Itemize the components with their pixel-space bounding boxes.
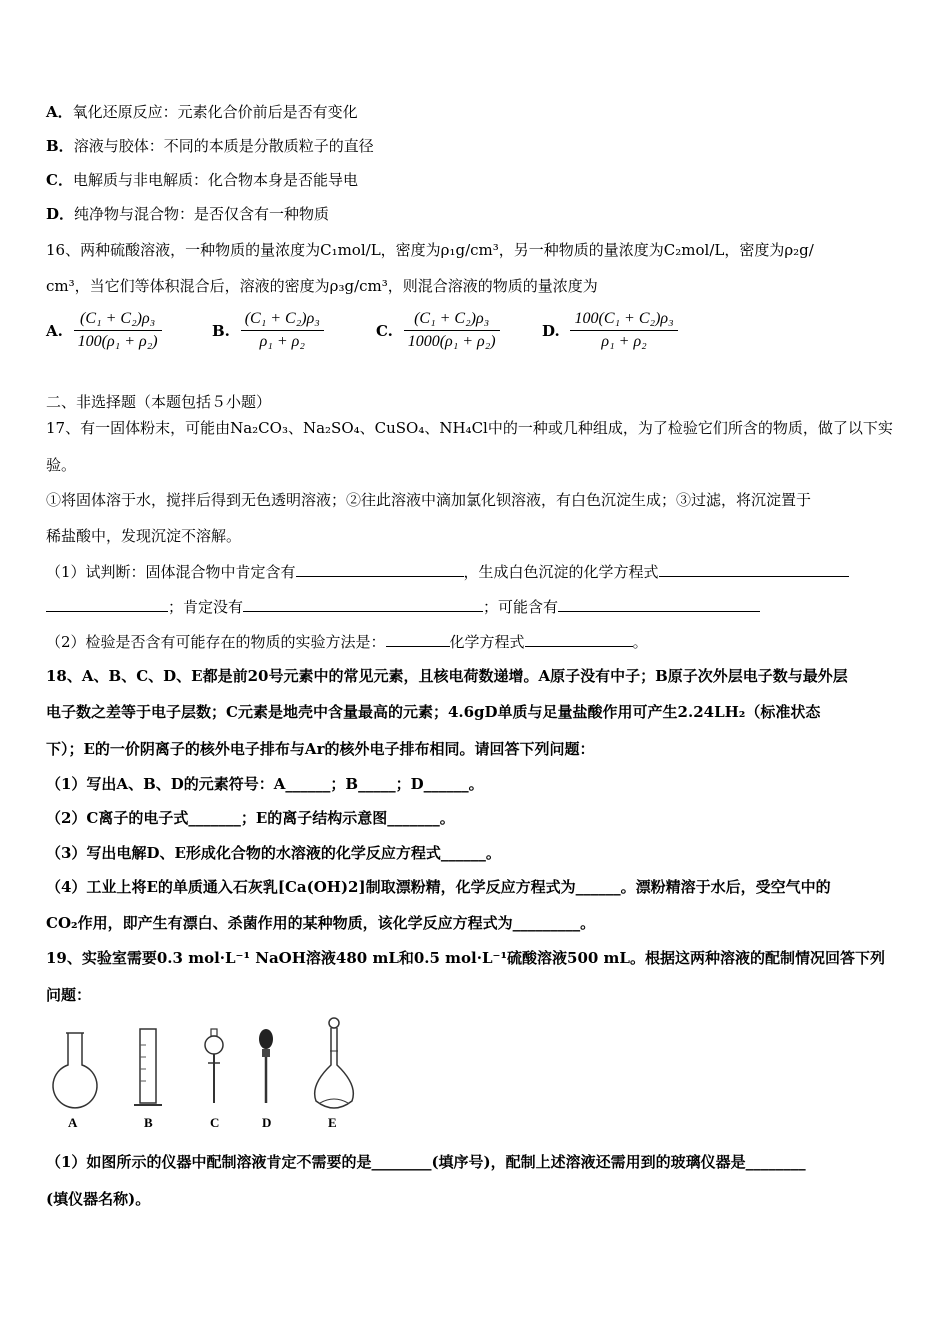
q17-line3: ①将固体溶于水，搅拌后得到无色透明溶液；②往此溶液中滴加氯化钡溶液，有白色沉淀生成；③过滤，将沉淀置于 xyxy=(46,491,812,509)
q18-sub4-cont: CO₂作用，即产生有漂白、杀菌作用的某种物质，该化学反应方程式为_________。 xyxy=(46,914,596,932)
option-b: B．溶液与胶体：不同的本质是分散质粒子的直径 xyxy=(46,137,374,155)
q18-sub4: （4）工业上将E的单质通入石灰乳[Ca(OH)2]制取漂粉精，化学反应方程式为______。漂粉精溶于水后，受空气中的 xyxy=(46,878,831,896)
graduated-cylinder-icon xyxy=(130,1015,170,1115)
q17-line1: 17、有一固体粉末，可能由Na₂CO₃、Na₂SO₄、CuSO₄、NH₄Cl中的一种或几种组成，为了检验它们所含的物质，做了以下实 xyxy=(46,419,893,437)
q16-choice-d: D. $\frac{\text{100(C₁ + C₂)ρ₃}}{\text{ρ₁ + ρ₂}}$ xyxy=(542,310,678,351)
instrument-label-c: C xyxy=(210,1115,220,1130)
q17-line2: 验。 xyxy=(46,456,77,474)
round-flask-icon xyxy=(48,1015,102,1115)
q19-line2: 问题： xyxy=(46,986,92,1004)
q17-line4: 稀盐酸中，发现沉淀不溶解。 xyxy=(46,527,242,545)
q16-choice-c: C. $\frac{\text{(C₁ + C₂)ρ₃}}{\text{1000(ρ₁ + ρ₂)}}$ xyxy=(376,310,500,351)
q16-choice-b: B. $\frac{\text{(C₁ + C₂)ρ₃}}{\text{ρ₁ + ρ₂}}$ xyxy=(212,310,324,351)
q18-sub2: （2）C离子的电子式_______；E的离子结构示意图_______。 xyxy=(46,809,455,827)
q16-choice-a: A. $\frac{\text{(C₁ + C₂)ρ₃}}{\text{100(ρ₁ + ρ₂)}}$ xyxy=(46,310,162,351)
instrument-figure xyxy=(46,1015,366,1135)
q19-line1: 19、实验室需要0.3 mol·L⁻¹ NaOH溶液480 mL和0.5 mol·L⁻¹硫酸溶液500 mL。根据这两种溶液的配制情况回答下列 xyxy=(46,949,885,967)
volumetric-flask-icon xyxy=(304,1015,364,1115)
instrument-label-e: E xyxy=(328,1115,337,1130)
q19-sub1: （1）如图所示的仪器中配制溶液肯定不需要的是________(填序号)，配制上述溶液还需用到的玻璃仪器是________ xyxy=(46,1153,806,1171)
separatory-funnel-icon xyxy=(196,1015,236,1115)
q18-line2: 电子数之差等于电子层数；C元素是地壳中含量最高的元素；4.6gD单质与足量盐酸作用可产生2.24LH₂（标准状态 xyxy=(46,703,821,721)
instrument-label-d: D xyxy=(262,1115,272,1130)
instrument-label-b: B xyxy=(144,1115,153,1130)
q16-line1: 16、两种硫酸溶液，一种物质的量浓度为C₁mol/L，密度为ρ₁g/cm³，另一种物质的量浓度为C₂mol/L，密度为ρ₂g/ xyxy=(46,241,814,259)
instrument-label-a: A xyxy=(68,1115,78,1130)
q18-sub1: （1）写出A、B、D的元素符号：A______；B_____；D______。 xyxy=(46,775,484,793)
dropper-icon xyxy=(248,1015,288,1115)
q17-part1-cont: ；肯定没有 ；可能含有 xyxy=(46,597,910,617)
option-d: D．纯净物与混合物：是否仅含有一种物质 xyxy=(46,205,330,223)
q18-sub3: （3）写出电解D、E形成化合物的水溶液的化学反应方程式______。 xyxy=(46,844,501,862)
q18-line3: 下）；E的一价阴离子的核外电子排布与Ar的核外电子排布相同。请回答下列问题： xyxy=(46,740,595,758)
option-c: C．电解质与非电解质：化合物本身是否能导电 xyxy=(46,171,358,189)
q17-part1: （1）试判断：固体混合物中肯定含有 ，生成白色沉淀的化学方程式 xyxy=(46,562,910,582)
option-a: A．氧化还原反应：元素化合价前后是否有变化 xyxy=(46,103,358,121)
q18-line1: 18、A、B、C、D、E都是前20号元素中的常见元素，且核电荷数递增。A原子没有中子；B原子次外层电子数与最外层 xyxy=(46,667,848,685)
q16-line2: cm³，当它们等体积混合后，溶液的密度为ρ₃g/cm³，则混合溶液的物质的量浓度为 xyxy=(46,277,598,295)
q19-sub1-cont: (填仪器名称)。 xyxy=(46,1190,151,1208)
section-2-title: 二、非选择题（本题包括５小题） xyxy=(46,393,272,411)
q17-part2: （2）检验是否含有可能存在的物质的实验方法是： 化学方程式 。 xyxy=(46,633,648,651)
